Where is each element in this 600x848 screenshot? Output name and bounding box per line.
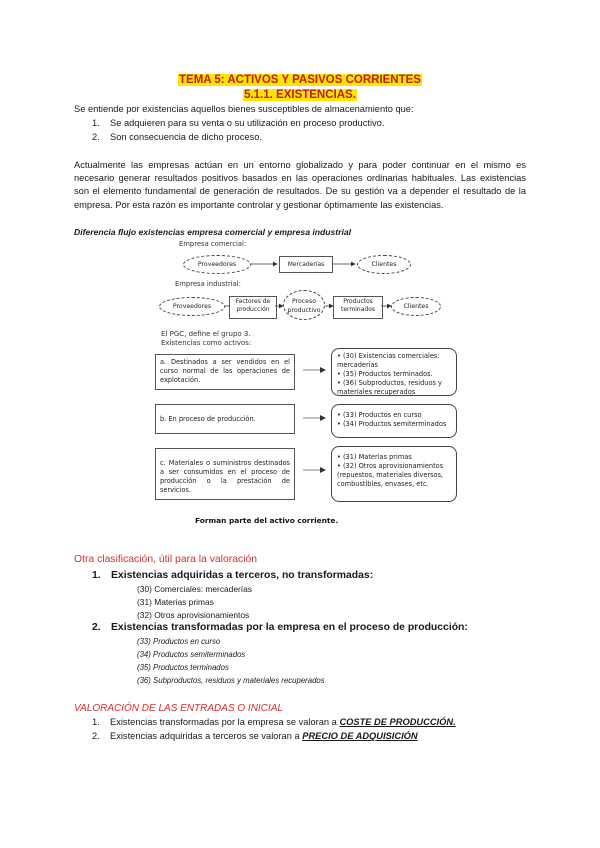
- right-box-1-line-3: • (36) Subproductos, residuos y materiales recuperados: [337, 379, 442, 396]
- right-box-2: [331, 404, 457, 438]
- intro-text: Se entiende por existencias aquellos bienes susceptibles de almacenamiento que:: [74, 104, 414, 114]
- otra-item-1: Existencias adquiridas a terceros, no transformadas:: [111, 570, 374, 581]
- paragraph-line-3: son el elemento fundamental de generación de resultados. De su gestión va a depender el resultado de la: [74, 186, 526, 196]
- valoracion-heading: VALORACIÓN DE LAS ENTRADAS O INICIAL: [74, 703, 283, 714]
- paragraph-line-2: necesario generar resultados positivos basados en las operaciones ordinarias habituales. Las existencias: [74, 173, 526, 183]
- otra-item-2: Existencias transformadas por la empresa en el proceso de producción:: [111, 622, 468, 633]
- right-box-2-line-1: • (33) Productos en curso: [337, 411, 422, 419]
- valoracion-item-1-text: Existencias transformadas por la empresa se valoran a: [110, 717, 337, 727]
- intro-item-1: Se adquieren para su venta o su utilización en proceso productivo.: [110, 118, 385, 128]
- node-clientes-industrial: Clientes: [391, 297, 441, 316]
- figure-caption: Diferencia flujo existencias empresa comercial y empresa industrial: [74, 227, 352, 237]
- otra-item-2-sub-3: (35) Productos terminados: [137, 663, 229, 672]
- left-box-a: a. Destinados a ser vendidos en el curso normal de las operaciones de explotación.: [155, 354, 295, 390]
- right-box-2-line-2: • (34) Productos semiterminados: [337, 420, 447, 428]
- valoracion-item-1: [110, 716, 456, 729]
- intro-item-2-num: 2.: [92, 132, 100, 142]
- node-proceso-label: Proceso productivo: [287, 298, 321, 314]
- otra-item-1-sub-3: (32) Otros aprovisionamientos: [137, 610, 250, 620]
- paragraph-line-1: Actualmente las empresas actúan en un entorno globalizado y para poder continuar en el mismo es: [74, 160, 526, 170]
- otra-item-2-sub-2: (34) Productos semiterminados: [137, 650, 246, 659]
- otra-item-1-num: 1.: [92, 570, 101, 581]
- valoracion-item-2-num: 2.: [92, 731, 100, 741]
- pgc-text: El PGC, define el grupo 3. Existencias como activos:: [161, 330, 252, 347]
- right-box-1-line-1: • (30) Existencias comerciales: mercaderías: [337, 352, 440, 369]
- node-productos: Productos terminados: [333, 296, 383, 319]
- node-clientes-comercial: Clientes: [357, 255, 411, 274]
- paragraph-line-4: empresa. Por esta razón es importante controlar y gestionar óptimamente las existencias.: [74, 200, 444, 210]
- right-box-1: [331, 348, 457, 396]
- page-title: TEMA 5: ACTIVOS Y PASIVOS CORRIENTES: [179, 74, 421, 86]
- intro-item-1-num: 1.: [92, 118, 100, 128]
- otra-item-2-sub-4: (36) Subproductos, residuos y materiales recuperados: [137, 676, 325, 685]
- right-box-3: [331, 446, 457, 502]
- section-subtitle: 5.1.1. EXISTENCIAS.: [244, 89, 356, 101]
- node-mercaderias: Mercaderías: [279, 256, 333, 273]
- intro-item-2: Son consecuencia de dicho proceso.: [110, 132, 262, 142]
- comercial-label: Empresa comercial:: [179, 240, 247, 248]
- figure-footer: Forman parte del activo corriente.: [195, 516, 339, 525]
- otra-heading: Otra clasificación, útil para la valoración: [74, 554, 258, 565]
- valoracion-item-2-text: Existencias adquiridas a terceros se valoran a: [110, 731, 300, 741]
- node-proveedores-industrial: Proveedores: [159, 297, 225, 316]
- industrial-label: Empresa industrial:: [175, 280, 241, 288]
- otra-item-2-num: 2.: [92, 622, 101, 633]
- node-proceso: [283, 290, 325, 320]
- node-proveedores-comercial: Proveedores: [183, 255, 251, 274]
- valoracion-item-2: [110, 730, 418, 743]
- right-box-3-line-2: • (32) Otros aprovisionamientos (repuestos, materiales diversos, combustibles, envases, etc.: [337, 462, 444, 488]
- left-box-c: c. Materiales o suministros destinados a ser consumidos en el proceso de producción o la prestación de servicios.: [155, 448, 295, 500]
- valoracion-item-1-num: 1.: [92, 717, 100, 727]
- otra-item-2-sub-1: (33) Productos en curso: [137, 637, 221, 646]
- flow-diagram: [155, 238, 465, 538]
- valoracion-item-2-em: PRECIO DE ADQUISICIÓN: [302, 731, 418, 741]
- right-box-1-line-2: • (35) Productos terminados.: [337, 370, 433, 378]
- left-box-b: b. En proceso de producción.: [155, 404, 295, 434]
- otra-item-1-sub-1: (30) Comerciales: mercaderías: [137, 584, 252, 594]
- right-box-3-line-1: • (31) Materias primas: [337, 453, 412, 461]
- valoracion-item-1-em: COSTE DE PRODUCCIÓN.: [339, 717, 456, 727]
- otra-item-1-sub-2: (31) Materias primas: [137, 597, 214, 607]
- node-factores: Factores de producción: [229, 296, 277, 319]
